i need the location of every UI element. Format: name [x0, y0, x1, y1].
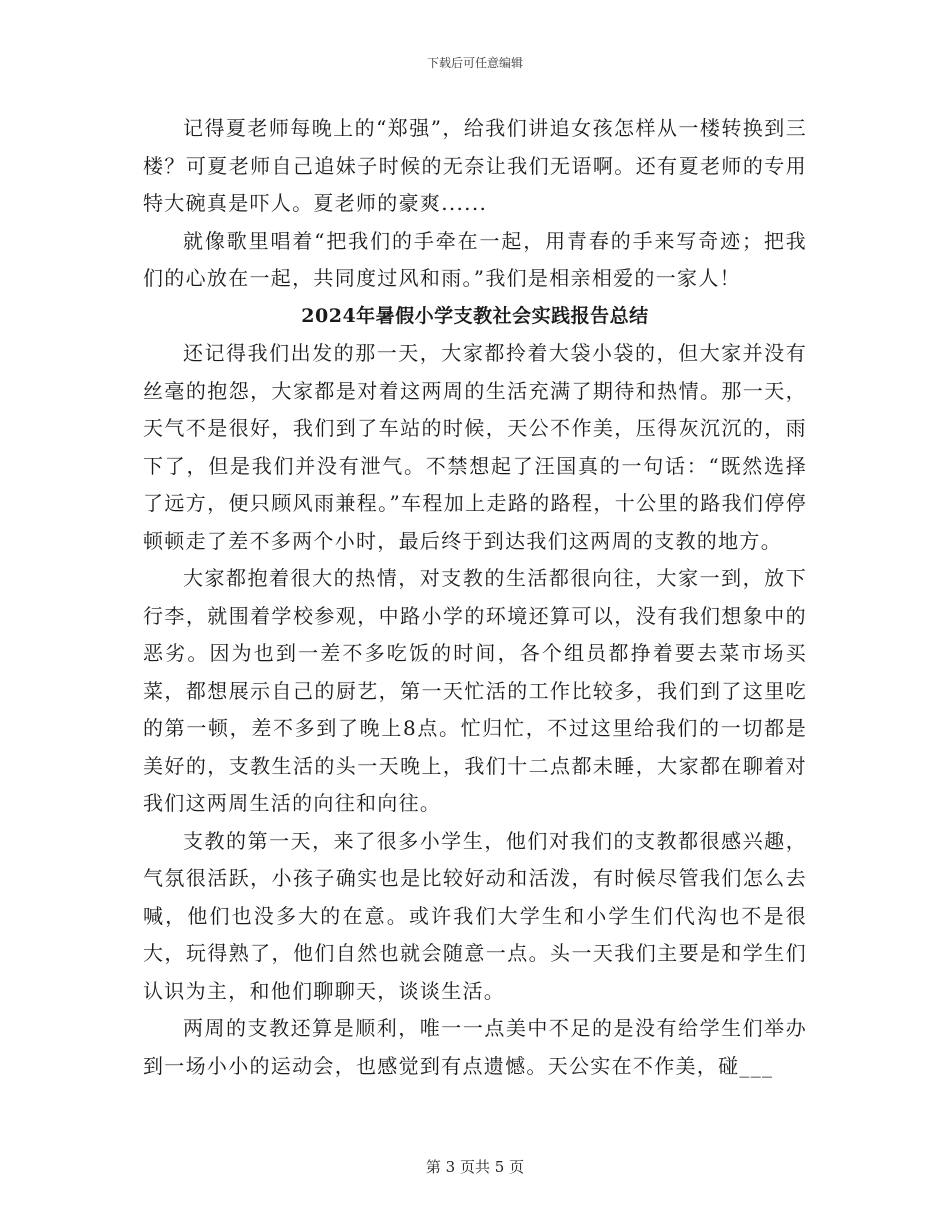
paragraph-teacher-xia: 记得夏老师每晚上的“郑强”，给我们讲追女孩怎样从一楼转换到三楼？可夏老师自己追妹子时候的无奈让我们无语啊。还有夏老师的专用特大碗真是吓人。夏老师的豪爽......	[143, 116, 807, 215]
paragraph-departure: 还记得我们出发的那一天，大家都拎着大袋小袋的，但大家并没有丝毫的抱怨，大家都是对着这两周的生活充满了期待和热情。那一天，天气不是很好，我们到了车站的时候，天公不作美，压得灰沉沉的，雨下了，但是我们并没有泄气。不禁想起了汪国真的一句话：“既然选择了远方，便只顾风雨兼程。”车程加上走路的路程，十公里的路我们停停顿顿走了差不多两个小时，最后终于到达我们这两周的支教的地方。	[143, 341, 807, 553]
paragraph-two-weeks: 两周的支教还算是顺利，唯一一点美中不足的是没有给学生们举办到一场小小的运动会，也感觉到有点遗憾。天公实在不作美，碰___	[143, 1016, 807, 1078]
paragraph-first-day: 支教的第一天，来了很多小学生，他们对我们的支教都很感兴趣，气氛很活跃，小孩子确实也是比较好动和活泼，有时候尽管我们怎么去喊，他们也没多大的在意。或许我们大学生和小学生们代沟也不是很大，玩得熟了，他们自然也就会随意一点。头一天我们主要是和学生们认识为主，和他们聊聊天，谈谈生活。	[143, 828, 807, 1003]
paragraph-song-lyrics: 就像歌里唱着“把我们的手牵在一起，用青春的手来写奇迹；把我们的心放在一起，共同度过风和雨。”我们是相亲相爱的一家人！	[143, 228, 807, 290]
page-header: 下载后可任意编辑	[426, 56, 523, 70]
document-body	[143, 110, 807, 1085]
section-title: 2024年暑假小学支教社会实践报告总结	[301, 304, 649, 327]
page-footer: 第 3 页共 5 页	[425, 1158, 525, 1176]
paragraph-arrival: 大家都抱着很大的热情，对支教的生活都很向往，大家一到，放下行李，就围着学校参观，中路小学的环境还算可以，没有我们想象中的恶劣。因为也到一差不多吃饭的时间，各个组员都挣着要去菜市场买菜，都想展示自己的厨艺，第一天忙活的工作比较多，我们到了这里吃的第一顿，差不多到了晚上8点。忙归忙，不过这里给我们的一切都是美好的，支教生活的头一天晚上，我们十二点都未睡，大家都在聊着对我们这两周生活的向往和向往。	[143, 566, 807, 815]
